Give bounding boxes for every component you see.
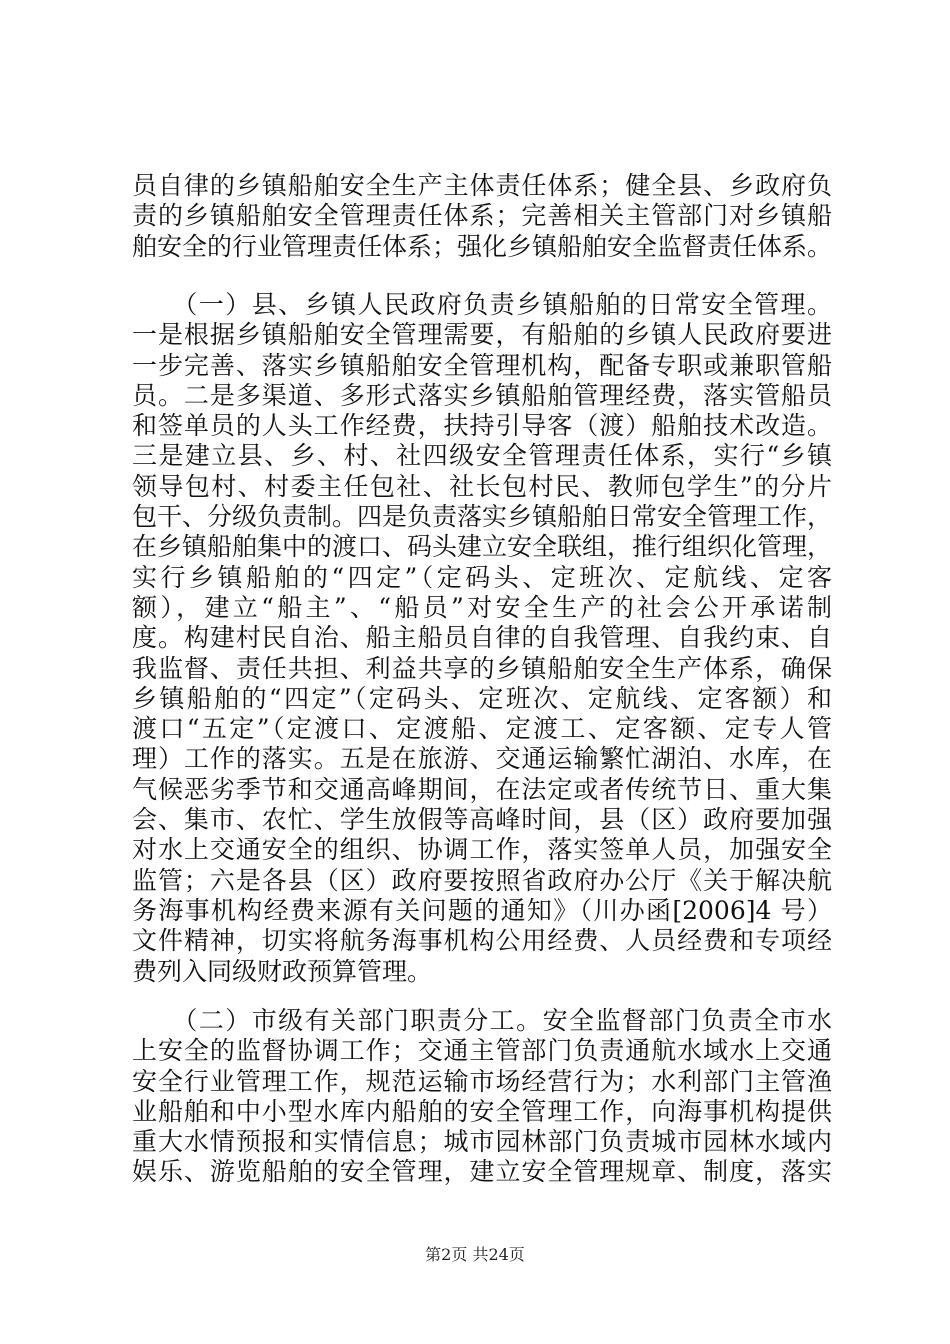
paragraph-3 (132, 1006, 832, 1188)
text-line: 会、集市、农忙、学生放假等高峰时间，县（区）政府要加强 (132, 805, 832, 835)
text-line: （一）县、乡镇人民政府负责乡镇船舶的日常安全管理。 (132, 290, 832, 319)
text-line: 舶安全的行业管理责任体系；强化乡镇船舶安全监督责任体系。 (132, 231, 833, 261)
text-line: 费列入同级财政预算管理。 (132, 956, 433, 986)
text-line: 在乡镇船舶集中的渡口、码头建立安全联组，推行组织化管理， (132, 532, 833, 562)
text-line: 文件精神，切实将航务海事机构公用经费、人员经费和专项经 (132, 926, 832, 956)
text-line: 实行乡镇船舶的“四定”（定码头、定班次、定航线、定客 (132, 562, 832, 592)
text-line: 领导包村、村委主任包社、社长包村民、教师包学生”的分片 (132, 471, 832, 501)
text-line: 上安全的监督协调工作；交通主管部门负责通航水域水上交通 (132, 1036, 832, 1066)
text-line: 重大水情预报和实情信息；城市园林部门负责城市园林水域内 (132, 1127, 832, 1157)
text-line: 业船舶和中小型水库内船舶的安全管理工作，向海事机构提供 (132, 1096, 832, 1126)
text-line: 一是根据乡镇船舶安全管理需要，有船舶的乡镇人民政府要进 (132, 320, 832, 350)
text-line: 渡口“五定”（定渡口、定渡船、定渡工、定客额、定专人管 (132, 714, 832, 744)
text-line: 一步完善、落实乡镇船舶安全管理机构，配备专职或兼职管船 (132, 350, 832, 380)
text-line: （二）市级有关部门职责分工。安全监督部门负责全市水 (132, 1006, 832, 1035)
text-line: 监管；六是各县（区）政府要按照省政府办公厅《关于解决航 (132, 865, 832, 895)
text-line: 理）工作的落实。五是在旅游、交通运输繁忙湖泊、水库，在 (132, 744, 832, 774)
text-line: 员。二是多渠道、多形式落实乡镇船舶管理经费，落实管船员 (132, 380, 832, 410)
text-line: 包干、分级负责制。四是负责落实乡镇船舶日常安全管理工作， (132, 502, 833, 532)
text-line: 员自律的乡镇船舶安全生产主体责任体系；健全县、乡政府负 (132, 171, 832, 200)
text-line: 务海事机构经费来源有关问题的通知》（川办函[2006]4 号） (132, 895, 832, 925)
text-line: 安全行业管理工作，规范运输市场经营行为；水利部门主管渔 (132, 1066, 832, 1096)
text-line: 我监督、责任共担、利益共享的乡镇船舶安全生产体系，确保 (132, 653, 832, 683)
text-line: 乡镇船舶的“四定”（定码头、定班次、定航线、定客额）和 (132, 683, 832, 713)
text-line: 额），建立“船主”、“船员”对安全生产的社会公开承诺制 (132, 592, 832, 622)
text-line: 和签单员的人头工作经费，扶持引导客（渡）船舶技术改造。 (132, 411, 832, 441)
text-line: 三是建立县、乡、村、社四级安全管理责任体系，实行“乡镇 (132, 441, 832, 471)
text-line: 对水上交通安全的组织、协调工作，落实签单人员，加强安全 (132, 835, 832, 865)
page-footer: 第2页 共24页 (425, 1245, 525, 1264)
text-line: 责的乡镇船舶安全管理责任体系；完善相关主管部门对乡镇船 (132, 201, 832, 231)
text-line: 气候恶劣季节和交通高峰期间，在法定或者传统节日、重大集 (132, 774, 832, 804)
text-line: 娱乐、游览船舶的安全管理，建立安全管理规章、制度，落实 (132, 1157, 832, 1187)
paragraph-1 (132, 171, 832, 262)
paragraph-2 (132, 290, 832, 987)
text-line: 度。构建村民自治、船主船员自律的自我管理、自我约束、自 (132, 623, 832, 653)
